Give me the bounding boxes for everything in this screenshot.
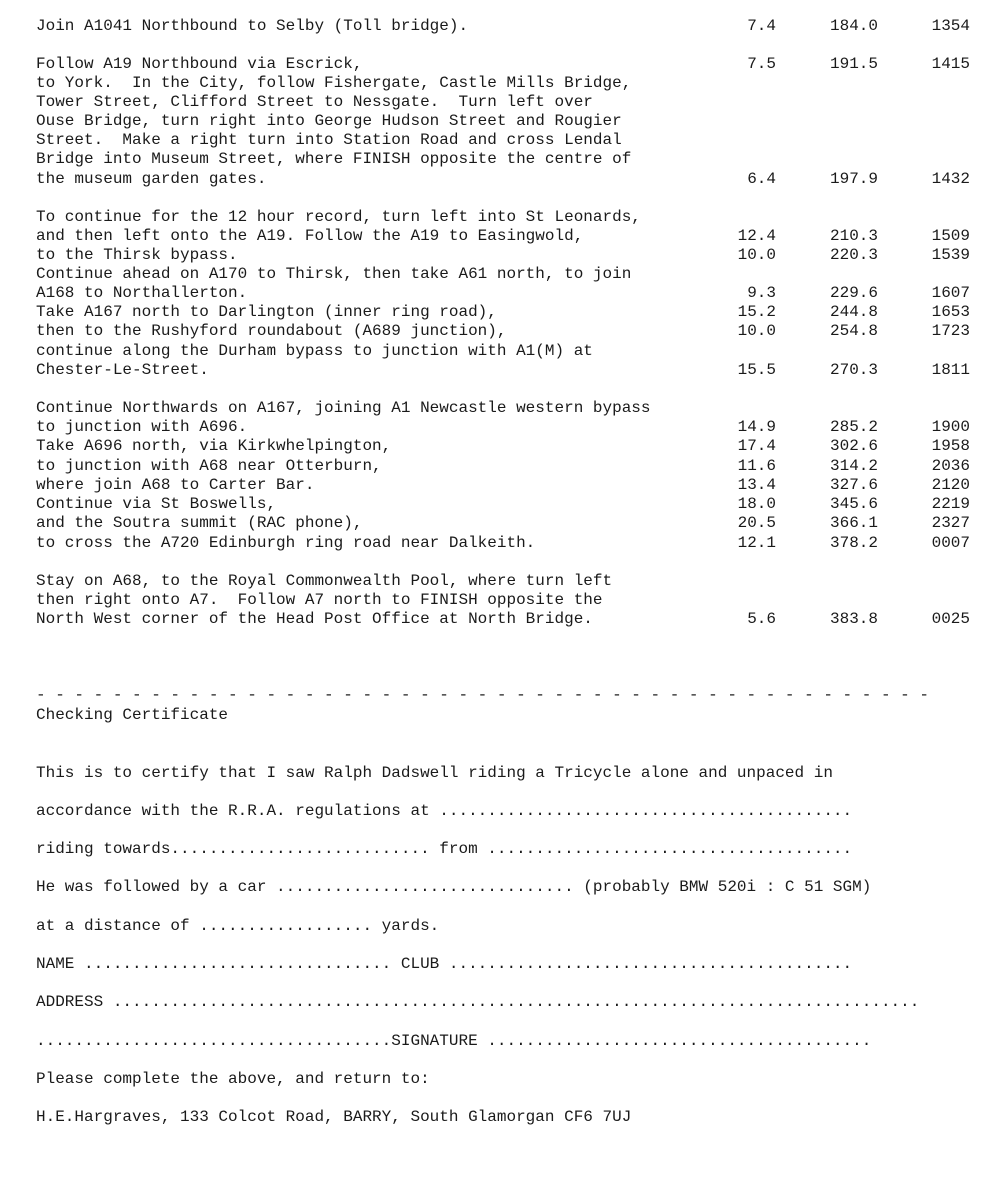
stage-miles: 18.0: [737, 495, 776, 513]
time: 2327: [931, 514, 970, 532]
total-miles: 184.0: [829, 17, 878, 35]
total-miles: 191.5: [829, 55, 878, 73]
total-miles: 244.8: [829, 303, 878, 321]
certificate-address-line: ADDRESS ....................................................................................: [36, 993, 920, 1011]
total-miles: 197.9: [829, 170, 878, 188]
route-line: then to the Rushyford roundabout (A689 junction),: [36, 322, 507, 340]
total-miles: 254.8: [829, 322, 878, 340]
route-line: and the Soutra summit (RAC phone),: [36, 514, 363, 532]
route-line: the museum garden gates.: [36, 170, 267, 188]
total-miles: 345.6: [829, 495, 878, 513]
stage-miles: 7.5: [747, 55, 776, 73]
route-line: then right onto A7. Follow A7 north to FINISH opposite the: [36, 591, 603, 609]
total-miles: 327.6: [829, 476, 878, 494]
route-line: Continue ahead on A170 to Thirsk, then take A61 north, to join: [36, 265, 632, 283]
route-line: Ouse Bridge, turn right into George Hudson Street and Rougier: [36, 112, 622, 130]
stage-miles: 15.5: [737, 361, 776, 379]
route-line: Take A167 north to Darlington (inner ring road),: [36, 303, 497, 321]
route-line: to York. In the City, follow Fishergate, Castle Mills Bridge,: [36, 74, 632, 92]
total-miles: 270.3: [829, 361, 878, 379]
certificate-instruction: Please complete the above, and return to:: [36, 1070, 430, 1088]
time: 1432: [931, 170, 970, 188]
route-line: and then left onto the A19. Follow the A19 to Easingwold,: [36, 227, 584, 245]
certificate-line: accordance with the R.R.A. regulations at ...........................................: [36, 802, 853, 820]
total-miles: 383.8: [829, 610, 878, 628]
total-miles: 366.1: [829, 514, 878, 532]
certificate-name-club-line: NAME ................................ CLUB ..........................................: [36, 955, 853, 973]
stage-miles: 15.2: [737, 303, 776, 321]
stage-miles: 7.4: [747, 17, 776, 35]
route-line: North West corner of the Head Post Office at North Bridge.: [36, 610, 593, 628]
route-line: Bridge into Museum Street, where FINISH opposite the centre of: [36, 150, 632, 168]
stage-miles: 17.4: [737, 437, 776, 455]
stage-miles: 20.5: [737, 514, 776, 532]
stage-miles: 6.4: [747, 170, 776, 188]
time: 1415: [931, 55, 970, 73]
route-line: Tower Street, Clifford Street to Nessgate. Turn left over: [36, 93, 593, 111]
total-miles: 220.3: [829, 246, 878, 264]
route-line: to cross the A720 Edinburgh ring road near Dalkeith.: [36, 534, 536, 552]
certificate-line: riding towards........................... from ......................................: [36, 840, 853, 858]
route-line: to junction with A696.: [36, 418, 248, 436]
time: 1354: [931, 17, 970, 35]
route-line: A168 to Northallerton.: [36, 284, 248, 302]
stage-miles: 9.3: [747, 284, 776, 302]
route-line: Take A696 north, via Kirkwhelpington,: [36, 437, 392, 455]
route-line: continue along the Durham bypass to junction with A1(M) at: [36, 342, 593, 360]
route-line: Follow A19 Northbound via Escrick,: [36, 55, 363, 73]
route-line: Continue via St Boswells,: [36, 495, 277, 513]
route-line: Join A1041 Northbound to Selby (Toll bridge).: [36, 17, 469, 35]
route-line: Stay on A68, to the Royal Commonwealth Pool, where turn left: [36, 572, 613, 590]
stage-miles: 10.0: [737, 322, 776, 340]
stage-miles: 12.1: [737, 534, 776, 552]
stage-miles: 5.6: [747, 610, 776, 628]
time: 0025: [931, 610, 970, 628]
stage-miles: 10.0: [737, 246, 776, 264]
time: 2219: [931, 495, 970, 513]
total-miles: 210.3: [829, 227, 878, 245]
total-miles: 314.2: [829, 457, 878, 475]
time: 1653: [931, 303, 970, 321]
route-line: Continue Northwards on A167, joining A1 Newcastle western bypass: [36, 399, 651, 417]
certificate-line: at a distance of .................. yards.: [36, 917, 440, 935]
route-line: Street. Make a right turn into Station Road and cross Lendal: [36, 131, 622, 149]
route-line: to junction with A68 near Otterburn,: [36, 457, 382, 475]
time: 1539: [931, 246, 970, 264]
total-miles: 302.6: [829, 437, 878, 455]
total-miles: 378.2: [829, 534, 878, 552]
return-address: H.E.Hargraves, 133 Colcot Road, BARRY, South Glamorgan CF6 7UJ: [36, 1108, 632, 1126]
certificate-signature-line: .....................................SIGNATURE ........................................: [36, 1032, 872, 1050]
route-line: To continue for the 12 hour record, turn left into St Leonards,: [36, 208, 641, 226]
time: 1723: [931, 322, 970, 340]
time: 2036: [931, 457, 970, 475]
total-miles: 285.2: [829, 418, 878, 436]
stage-miles: 13.4: [737, 476, 776, 494]
stage-miles: 11.6: [737, 457, 776, 475]
time: 1607: [931, 284, 970, 302]
route-line: to the Thirsk bypass.: [36, 246, 238, 264]
total-miles: 229.6: [829, 284, 878, 302]
certificate-line: He was followed by a car ............................... (probably BMW 520i : C 51 SGM): [36, 878, 872, 896]
time: 1958: [931, 437, 970, 455]
time: 1509: [931, 227, 970, 245]
route-line: Chester-Le-Street.: [36, 361, 209, 379]
stage-miles: 12.4: [737, 227, 776, 245]
tear-off-separator: - - - - - - - - - - - - - - - - - - - - - - - - - - - - - - - - - - - - - - - - - - - - - - -: [36, 686, 929, 704]
certificate-heading: Checking Certificate: [36, 706, 229, 724]
stage-miles: 14.9: [737, 418, 776, 436]
time: 1900: [931, 418, 970, 436]
time: 2120: [931, 476, 970, 494]
certificate-line: This is to certify that I saw Ralph Dadswell riding a Tricycle alone and unpaced in: [36, 764, 833, 782]
time: 1811: [931, 361, 970, 379]
route-line: where join A68 to Carter Bar.: [36, 476, 315, 494]
time: 0007: [931, 534, 970, 552]
